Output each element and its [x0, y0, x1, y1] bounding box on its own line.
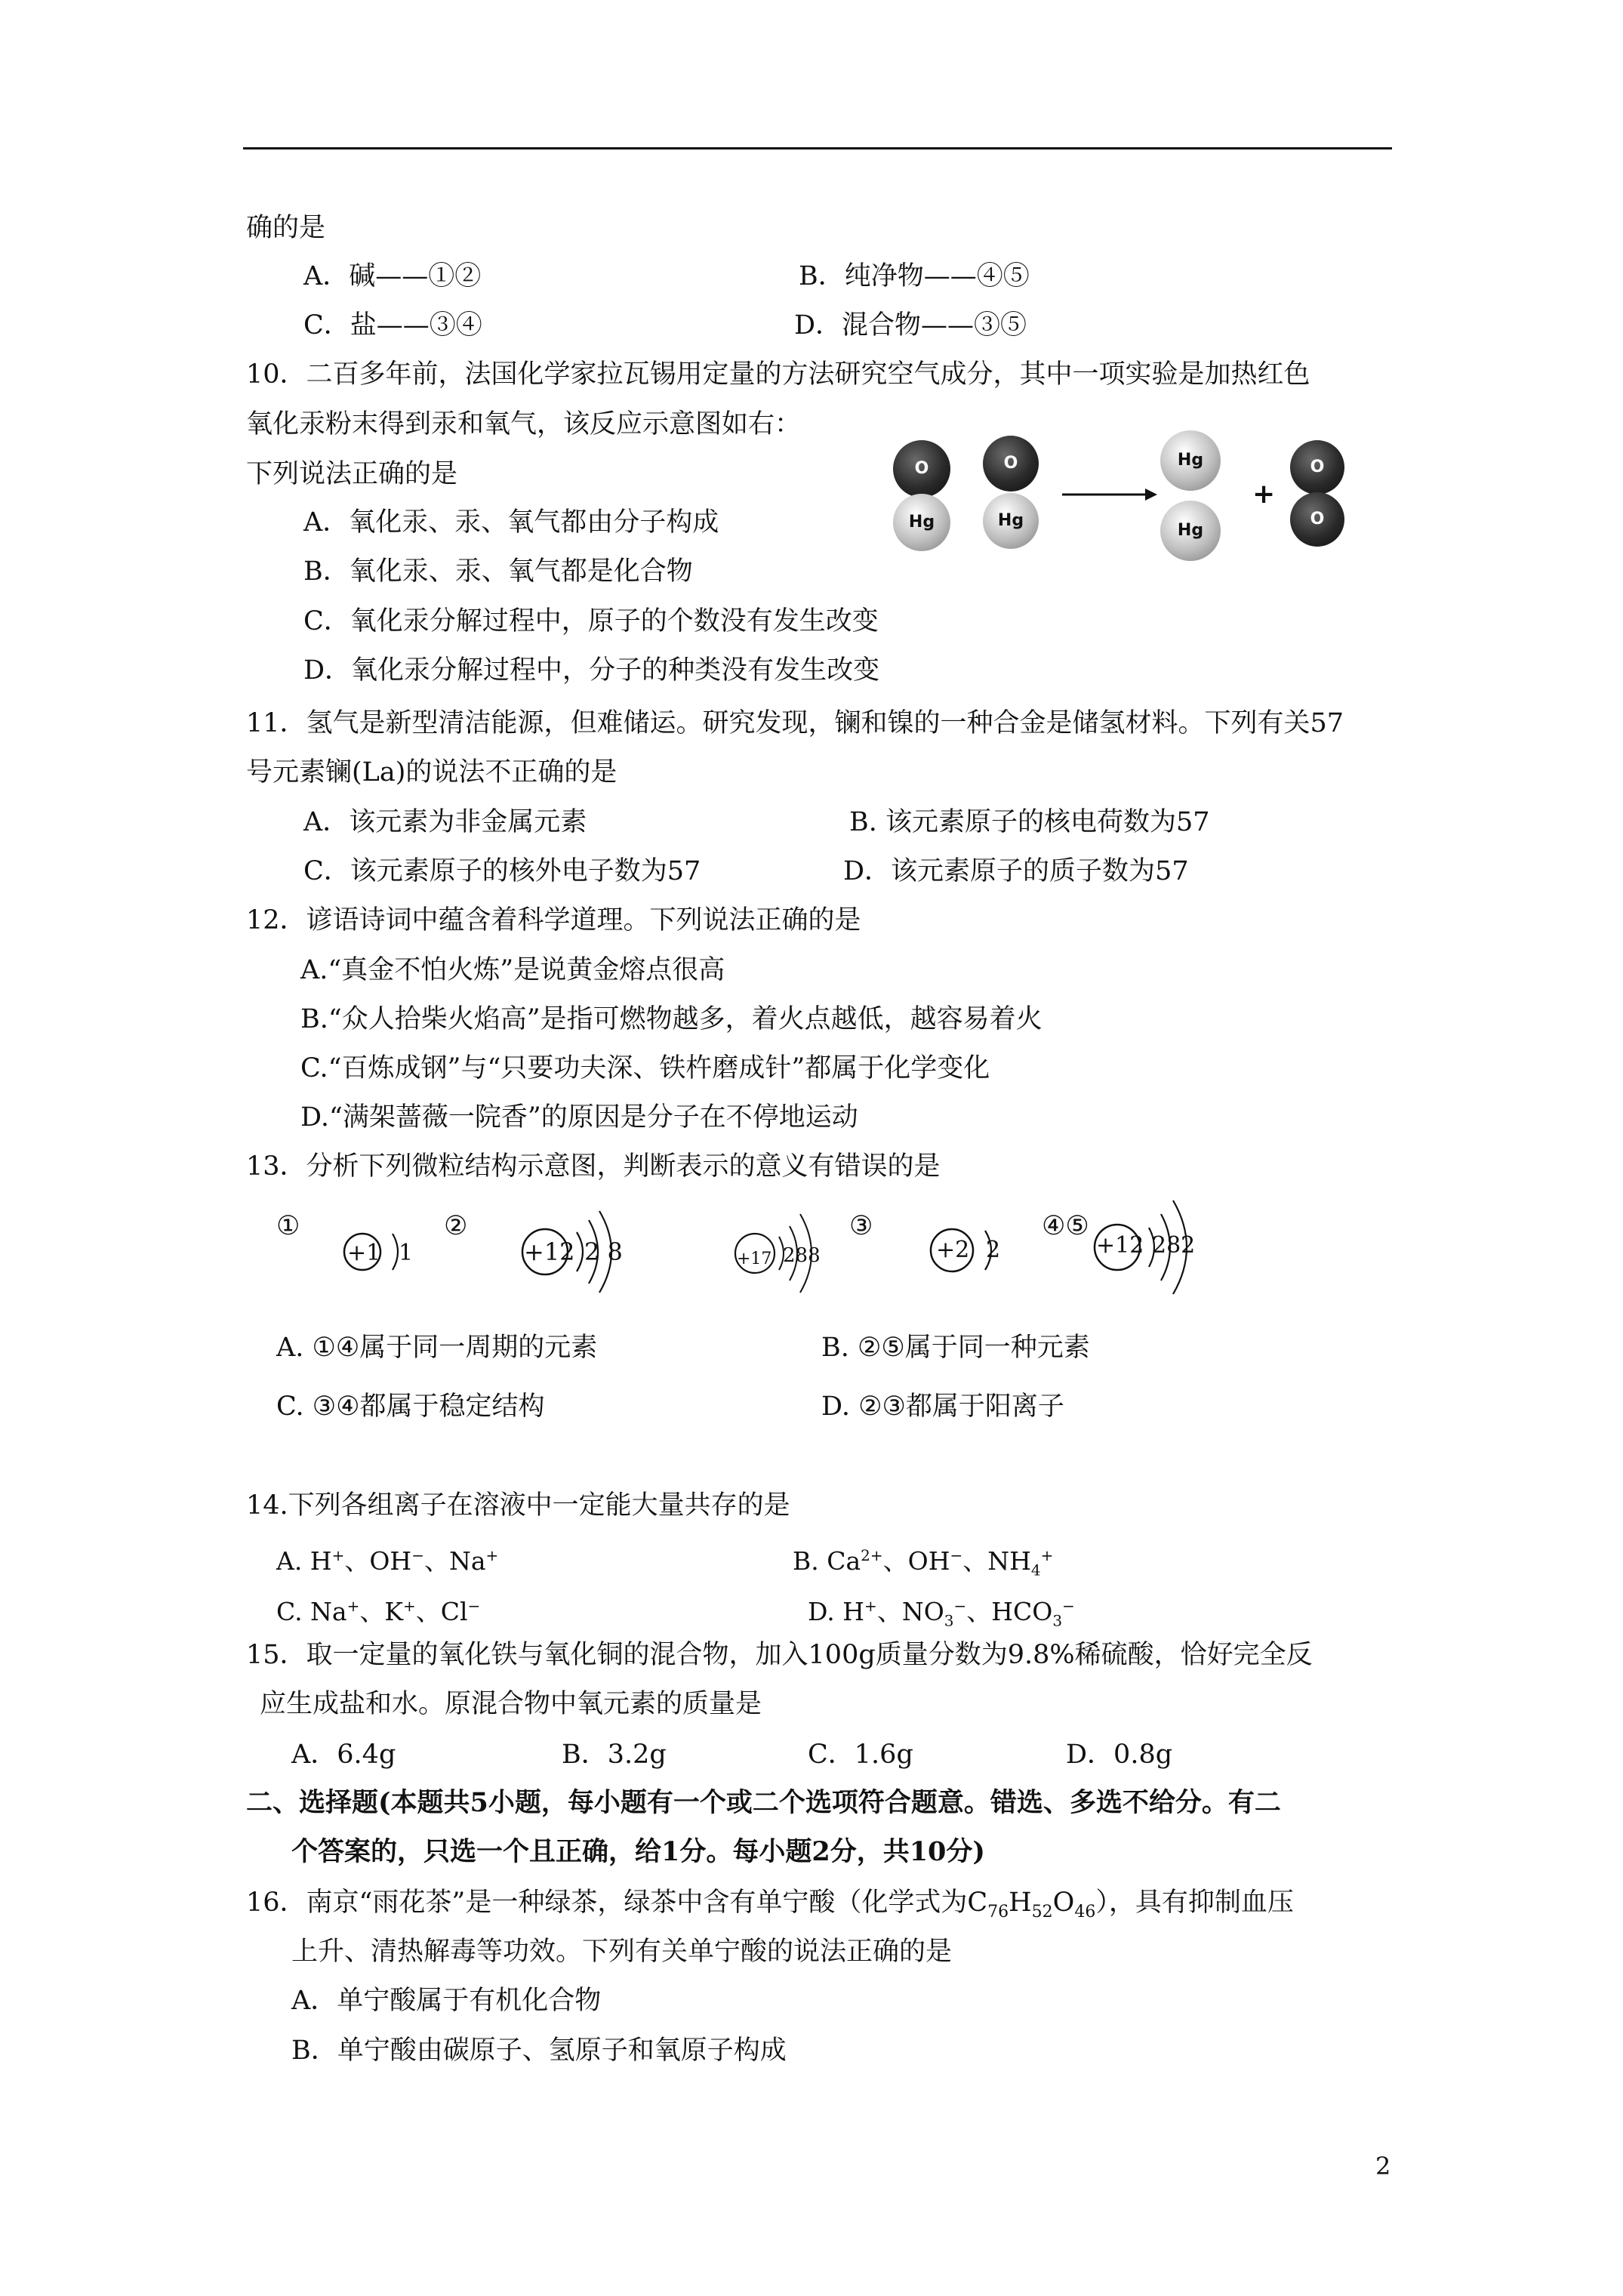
- atom-shells: 282: [1152, 1232, 1196, 1259]
- q15-option-b: B．3.2g: [562, 1740, 667, 1770]
- q16-stem-line1: 16．南京“雨花茶”是一种绿茶，绿茶中含有单宁酸（化学式为$C_{76}H_{52}O_{46}$），具有抑制血压: [246, 1888, 1294, 1922]
- diagram-label-3: ③: [849, 1211, 873, 1241]
- atom-nucleus: +12: [1096, 1232, 1144, 1259]
- mercury-atom: Hg: [1160, 501, 1221, 561]
- q10-stem-line1: 10．二百多年前，法国化学家拉瓦锡用定量的方法研究空气成分，其中一项实验是加热红色: [246, 359, 1310, 390]
- q16-stem-line2: 上升、清热解毒等功效。下列有关单宁酸的说法正确的是: [291, 1937, 953, 1967]
- q9-option-b: B．纯净物——④⑤: [799, 261, 1030, 291]
- q15-stem-line1: 15．取一定量的氧化铁与氧化铜的混合物，加入100g质量分数为9.8%稀硫酸，恰好完全反: [246, 1640, 1313, 1670]
- q12-option-a: A.“真金不怕火炼”是说黄金熔点很高: [300, 955, 725, 985]
- q14-option-a: A. H+、OH−、Na+: [276, 1546, 499, 1576]
- q11-stem-line1: 11．氢气是新型清洁能源，但难储运。研究发现，镧和镍的一种合金是储氢材料。下列有关57: [246, 708, 1344, 738]
- q13-option-a: A. ①④属于同一周期的元素: [276, 1333, 598, 1363]
- q15-stem-line2: 应生成盐和水。原混合物中氧元素的质量是: [260, 1689, 762, 1719]
- atom-nucleus: +12: [524, 1237, 575, 1266]
- q15-option-a: A．6.4g: [291, 1740, 396, 1770]
- q10-stem-line2: 氧化汞粉末得到汞和氧气，该反应示意图如右：: [246, 409, 802, 439]
- q14-option-c: C. Na+、K+、Cl−: [276, 1597, 481, 1626]
- q12-option-b: B.“众人拾柴火焰高”是指可燃物越多，着火点越低，越容易着火: [300, 1004, 1042, 1034]
- header-rule: [243, 147, 1392, 149]
- q14-stem: 14.下列各组离子在溶液中一定能大量共存的是: [246, 1490, 790, 1521]
- q13-stem: 13．分析下列微粒结构示意图，判断表示的意义有错误的是: [246, 1151, 941, 1182]
- q11-option-b: B. 该元素原子的核电荷数为57: [849, 807, 1210, 837]
- reaction-arrow-icon: [1061, 483, 1159, 506]
- atom-nucleus: +1: [347, 1240, 381, 1266]
- q10-stem-line3: 下列说法正确的是: [246, 459, 458, 489]
- oxygen-atom: O: [1290, 440, 1344, 495]
- diagram-label-1: ①: [276, 1211, 300, 1241]
- q10-option-b: B．氧化汞、汞、氧气都是化合物: [303, 556, 693, 587]
- q10-option-a: A．氧化汞、汞、氧气都由分子构成: [303, 507, 719, 538]
- q9-option-a: A．碱——①②: [303, 261, 482, 291]
- q14-option-b: B. $Ca^{2+}$、OH−、$NH_4^+$: [793, 1546, 1054, 1579]
- q9-stem: 确的是: [246, 213, 326, 243]
- q13-option-c: C. ③④都属于稳定结构: [276, 1391, 545, 1422]
- oxygen-atom: O: [893, 440, 950, 498]
- diagram-label-45: ④⑤: [1042, 1211, 1089, 1241]
- section-heading-line2: 个答案的，只选一个且正确，给1分。每小题2分，共10分): [291, 1836, 985, 1867]
- q16-option-b: B．单宁酸由碳原子、氢原子和氧原子构成: [291, 2036, 787, 2066]
- q10-option-d: D．氧化汞分解过程中，分子的种类没有发生改变: [303, 655, 880, 686]
- q9-option-c: C．盐——③④: [303, 310, 482, 341]
- oxygen-atom: O: [1290, 492, 1344, 547]
- q13-option-d: D. ②③都属于阳离子: [821, 1391, 1064, 1422]
- q15-option-c: C．1.6g: [808, 1740, 913, 1770]
- atom-nucleus: +2: [936, 1237, 970, 1263]
- atom-shells: 288: [783, 1244, 821, 1267]
- q11-option-d: D．该元素原子的质子数为57: [843, 856, 1189, 886]
- q15-option-d: D．0.8g: [1066, 1740, 1173, 1770]
- page-number: 2: [1375, 2152, 1391, 2180]
- q12-option-c: C.“百炼成钢”与“只要功夫深、铁杵磨成针”都属于化学变化: [300, 1053, 990, 1083]
- mercury-atom: Hg: [983, 493, 1039, 549]
- section-heading-line1: 二、选择题(本题共5小题，每小题有一个或二个选项符合题意。错选、多选不给分。有二: [246, 1787, 1281, 1818]
- q12-option-d: D.“满架蔷薇一院香”的原因是分子在不停地运动: [300, 1102, 858, 1133]
- q14-option-d: D. H+、$NO_3^-$、$HCO_3^-$: [808, 1597, 1075, 1630]
- q11-stem-line2: 号元素镧(La)的说法不正确的是: [246, 757, 617, 787]
- q11-option-c: C．该元素原子的核外电子数为57: [303, 856, 701, 886]
- q12-stem: 12．谚语诗词中蕴含着科学道理。下列说法正确的是: [246, 905, 861, 935]
- atom-shells: 2 8: [584, 1237, 623, 1266]
- atom-nucleus: +17: [737, 1250, 772, 1268]
- atom-shells: 1: [399, 1240, 414, 1266]
- plus-sign: +: [1252, 479, 1276, 510]
- q13-option-b: B. ②⑤属于同一种元素: [821, 1333, 1090, 1363]
- q11-option-a: A．该元素为非金属元素: [303, 807, 587, 837]
- diagram-label-2: ②: [444, 1211, 468, 1241]
- q16-option-a: A．单宁酸属于有机化合物: [291, 1986, 602, 2016]
- oxygen-atom: O: [983, 436, 1039, 492]
- q9-option-d: D．混合物——③⑤: [794, 310, 1027, 341]
- mercury-atom: Hg: [893, 494, 950, 551]
- mercury-atom: Hg: [1160, 430, 1221, 491]
- q10-option-c: C．氧化汞分解过程中，原子的个数没有发生改变: [303, 606, 879, 636]
- atom-shells: 2: [986, 1237, 1001, 1263]
